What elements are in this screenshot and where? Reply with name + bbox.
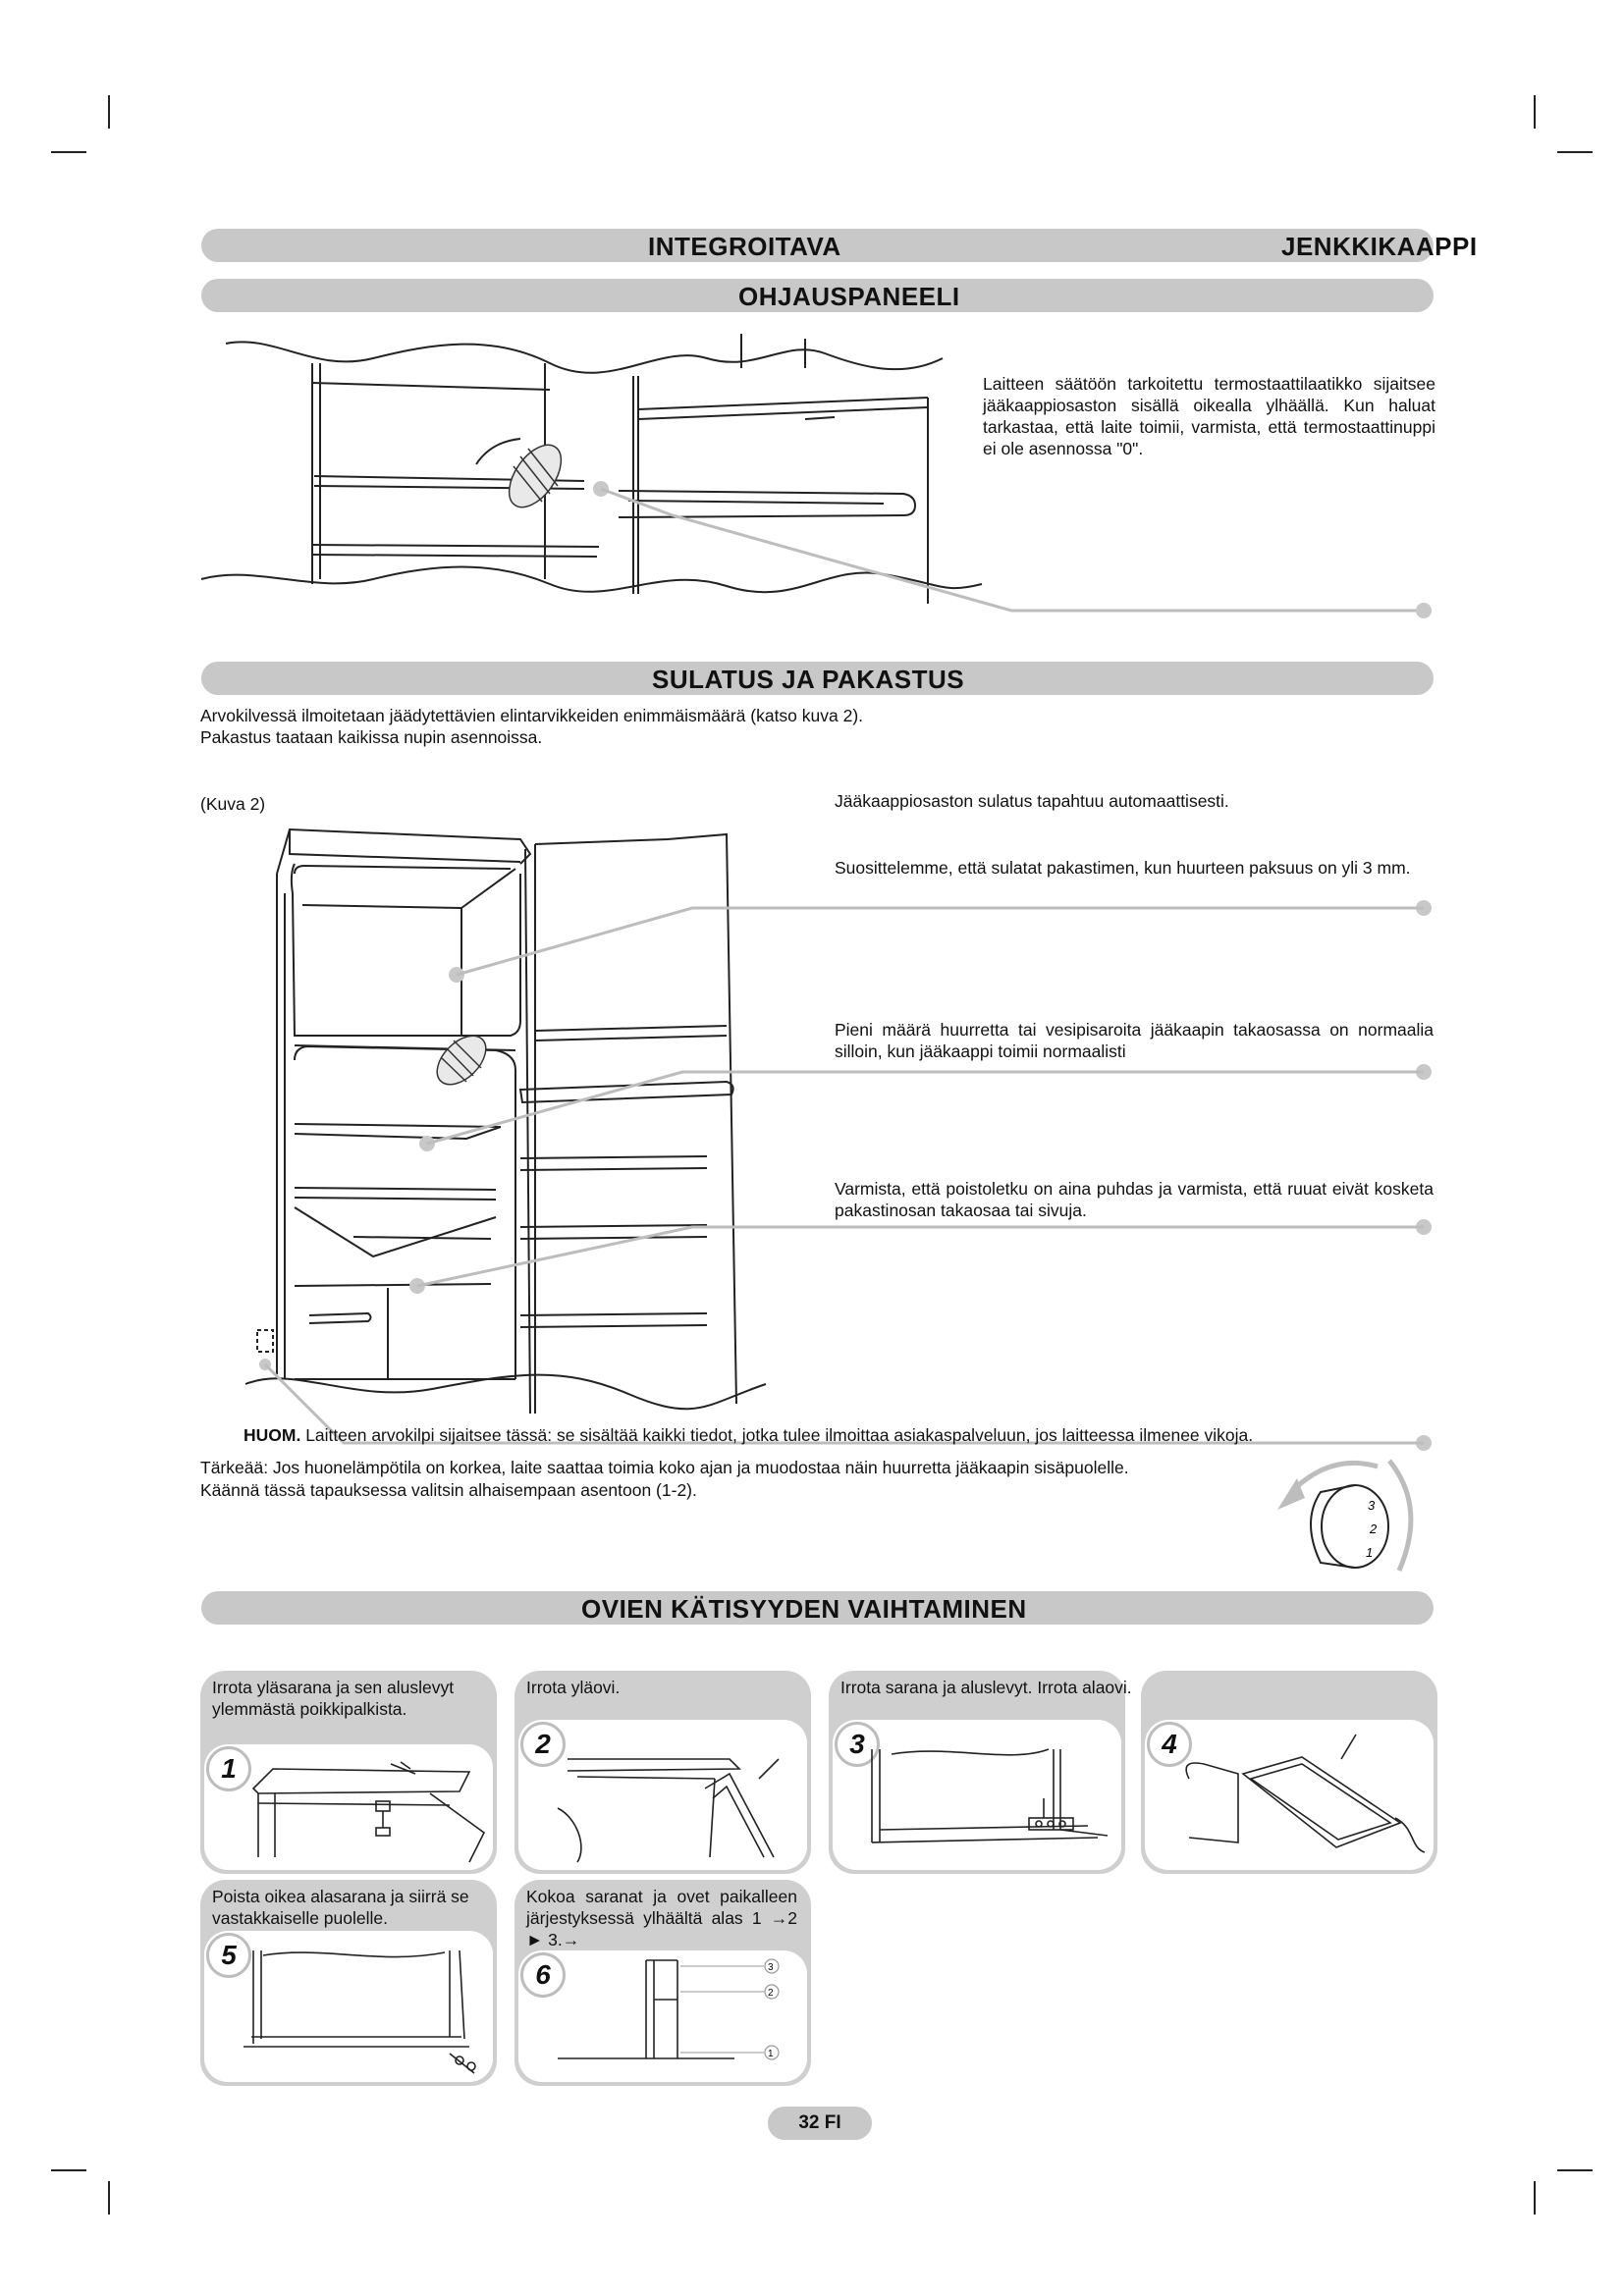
section-heading-control-panel: OHJAUSPANEELI	[738, 282, 960, 311]
step-caption-2: Irrota yläovi.	[526, 1678, 621, 1697]
step-card-5	[200, 1880, 497, 2086]
header-title-right: JENKKIKAAPPI	[1281, 232, 1478, 261]
rating-plate-note	[244, 1424, 1441, 1446]
crop-mark	[108, 95, 110, 129]
step-number-4: 4	[1147, 1722, 1192, 1767]
section-heading-door-reversal: OVIEN KÄTISYYDEN VAIHTAMINEN	[581, 1594, 1027, 1624]
defrost-note-3: Pieni määrä huurretta tai vesipisaroita jääkaapin takaosassa on normaalia silloin, kun jääkaappi toimii normaalisti	[835, 1020, 1434, 1061]
defrost-intro-line1: Arvokilvessä ilmoitetaan jäädytettävien elintarvikkeiden enimmäismäärä (katso kuva 2).	[200, 706, 864, 725]
step-card-1	[200, 1671, 497, 1874]
page-number: 32 FI	[768, 2107, 872, 2140]
dial-knob-illustration	[1262, 1453, 1419, 1590]
fridge-open-illustration	[236, 815, 1438, 1463]
step-number-5: 5	[206, 1933, 251, 1978]
step-image-1	[204, 1744, 493, 1870]
huom-label: HUOM.	[244, 1425, 301, 1445]
important-line-2: Käännä tässä tapauksessa valitsin alhaisempaan asentoon (1-2).	[200, 1480, 697, 1500]
crop-mark	[1557, 151, 1593, 153]
door-reassembly-illustration	[1145, 1720, 1434, 1867]
step-image-3	[833, 1720, 1121, 1870]
step-card-6	[514, 1880, 811, 2086]
defrost-note-1: Jääkaappiosaston sulatus tapahtuu automaattisesti.	[835, 791, 1229, 811]
header-title-left: INTEGROITAVA	[648, 232, 841, 261]
defrost-note-4: Varmista, että poistoletku on aina puhdas ja varmista, että ruuat eivät kosketa pakastinosan takaosaa tai sivuja.	[835, 1179, 1434, 1220]
step-card-2	[514, 1671, 811, 1874]
step-caption-1: Irrota yläsarana ja sen aluslevyt ylemmästä poikkipalkista.	[212, 1678, 455, 1719]
step-number-6: 6	[520, 1952, 566, 1998]
crop-mark	[1534, 2181, 1536, 2215]
step-image-6	[518, 1950, 807, 2082]
control-panel-text: Laitteen säätöön tarkoitettu termostaattilaatikko sijaitsee jääkaappiosaston sisällä oikealla ylhäällä. Kun haluat tarkastaa, että laite toimii, varmista, että termostaattinuppi ei ole asennossa "0".	[983, 374, 1435, 458]
figure-label: (Kuva 2)	[200, 794, 266, 814]
crop-mark	[108, 2181, 110, 2215]
step-card-4	[1141, 1671, 1437, 1874]
step-number-3: 3	[835, 1722, 880, 1767]
dial-mark: 3	[1368, 1498, 1376, 1513]
crop-mark	[51, 2169, 86, 2171]
defrost-note-2: Suosittelemme, että sulatat pakastimen, kun huurteen paksuus on yli 3 mm.	[835, 858, 1411, 878]
crop-mark	[1534, 95, 1536, 129]
step-image-4	[1145, 1720, 1434, 1870]
huom-text: Laitteen arvokilpi sijaitsee tässä: se sisältää kaikki tiedot, jotka tulee ilmoittaa asiakaspalveluun, jos laitteessa ilmenee vikoja.	[300, 1425, 1254, 1445]
dial-mark: 2	[1370, 1522, 1378, 1536]
step-caption-5: Poista oikea alasarana ja siirrä se vastakkaiselle puolelle.	[212, 1887, 469, 1928]
crop-mark	[1557, 2169, 1593, 2171]
step-caption-6: Kokoa saranat ja ovet paikalleen järjestyksessä ylhäältä alas 1 →2 ► 3.→	[526, 1887, 797, 1949]
crop-mark	[51, 151, 86, 153]
step-image-5	[204, 1931, 493, 2082]
defrost-intro-line2: Pakastus taataan kaikissa nupin asennoissa.	[200, 727, 543, 747]
important-line-1: Tärkeää: Jos huonelämpötila on korkea, laite saattaa toimia koko ajan ja muodostaa näin huurretta jääkaapin sisäpuolelle.	[200, 1458, 1129, 1477]
dial-mark: 1	[1366, 1545, 1374, 1560]
hinge-removal-illustration	[204, 1744, 493, 1870]
upper-door-removal-illustration	[518, 1720, 807, 1867]
step-card-3	[829, 1671, 1125, 1874]
lower-hinge-move-illustration	[204, 1931, 493, 2082]
lower-door-removal-illustration	[833, 1720, 1121, 1867]
step-caption-3: Irrota sarana ja aluslevyt. Irrota alaovi.	[840, 1678, 1132, 1697]
step-number-2: 2	[520, 1722, 566, 1767]
order-mark: 1	[768, 2049, 774, 2059]
step-number-1: 1	[206, 1746, 251, 1791]
step-image-2	[518, 1720, 807, 1870]
section-heading-defrost: SULATUS JA PAKASTUS	[652, 665, 965, 694]
order-mark: 2	[768, 1988, 774, 1999]
reassembly-order-illustration	[518, 1950, 807, 2082]
order-mark: 3	[768, 1962, 774, 1973]
